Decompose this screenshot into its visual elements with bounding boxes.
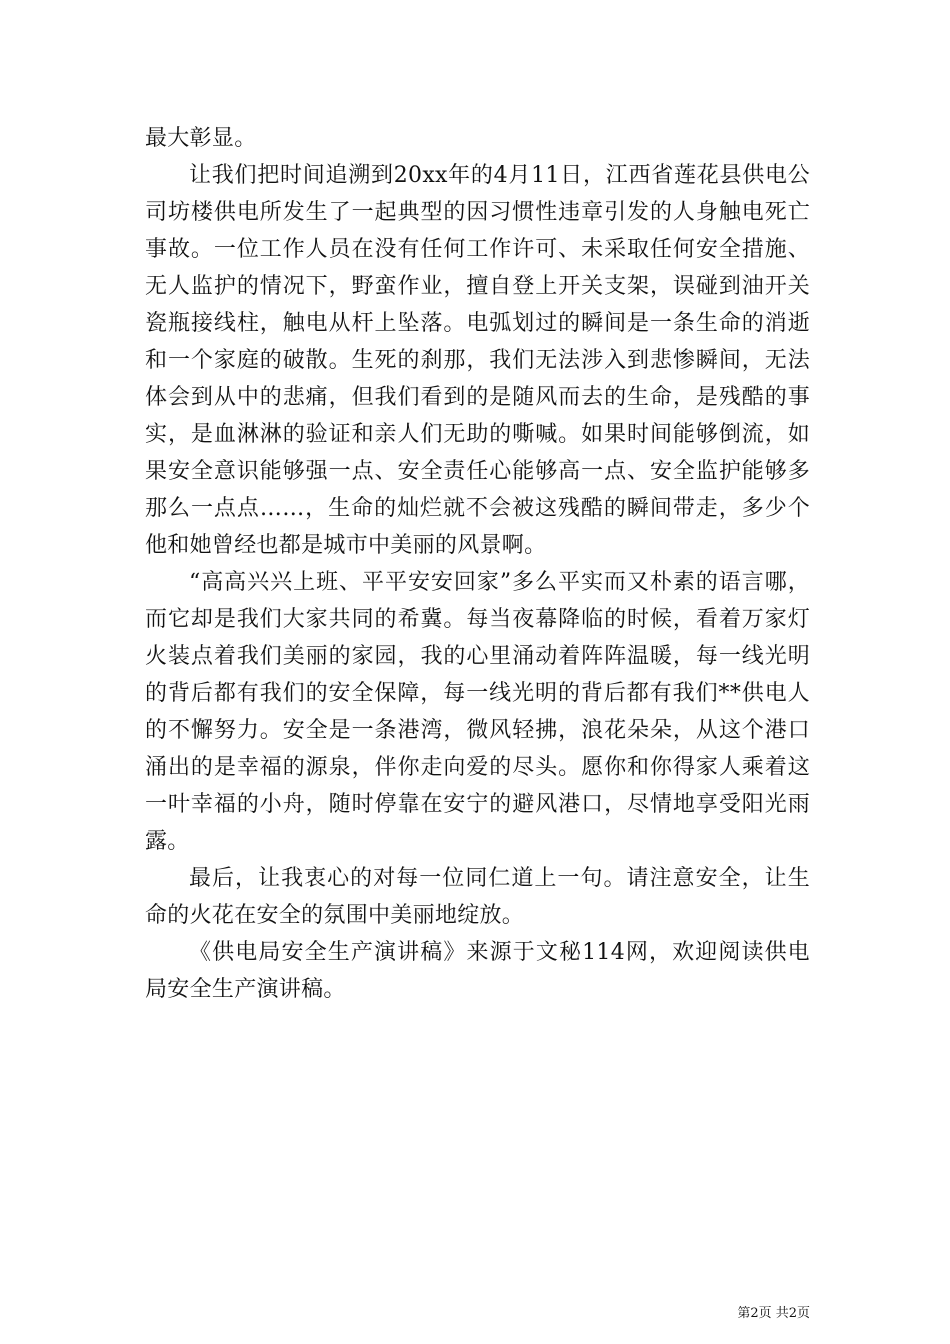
- paragraph-2: 让我们把时间追溯到20xx年的4月11日，江西省莲花县供电公司坊楼供电所发生了一起典型的因习惯性违章引发的人身触电死亡事故。一位工作人员在没有任何工作许可、未采取任何安全措施、无人监护的情况下，野蛮作业，擅自登上开关支架，误碰到油开关瓷瓶接线柱，触电从杆上坠落。电弧划过的瞬间是一条生命的消逝和一个家庭的破散。生死的刹那，我们无法涉入到悲惨瞬间，无法体会到从中的悲痛，但我们看到的是随风而去的生命，是残酷的事实，是血淋淋的验证和亲人们无助的嘶喊。如果时间能够倒流，如果安全意识能够强一点、安全责任心能够高一点、安全监护能够多那么一点点……，生命的灿烂就不会被这残酷的瞬间带走，多少个他和她曾经也都是城市中美丽的风景啊。: [145, 163, 810, 558]
- paragraph-4: 最后，让我衷心的对每一位同仁道上一句。请注意安全，让生命的火花在安全的氛围中美丽地绽放。: [145, 866, 810, 928]
- document-body: [145, 120, 810, 1008]
- paragraph-1: 最大彰显。: [145, 126, 257, 151]
- page-number-footer: 第2页 共2页: [737, 1306, 810, 1321]
- paragraph-5: 《供电局安全生产演讲稿》来源于文秘114网，欢迎阅读供电局安全生产演讲稿。: [145, 940, 810, 1002]
- paragraph-3: “高高兴兴上班、平平安安回家”多么平实而又朴素的语言哪，而它却是我们大家共同的希冀。每当夜幕降临的时候，看着万家灯火装点着我们美丽的家园，我的心里涌动着阵阵温暖，每一线光明的背后都有我们的安全保障，每一线光明的背后都有我们**供电人的不懈努力。安全是一条港湾，微风轻拂，浪花朵朵，从这个港口涌出的是幸福的源泉，伴你走向爱的尽头。愿你和你得家人乘着这一叶幸福的小舟，随时停靠在安宁的避风港口，尽情地享受阳光雨露。: [145, 570, 810, 854]
